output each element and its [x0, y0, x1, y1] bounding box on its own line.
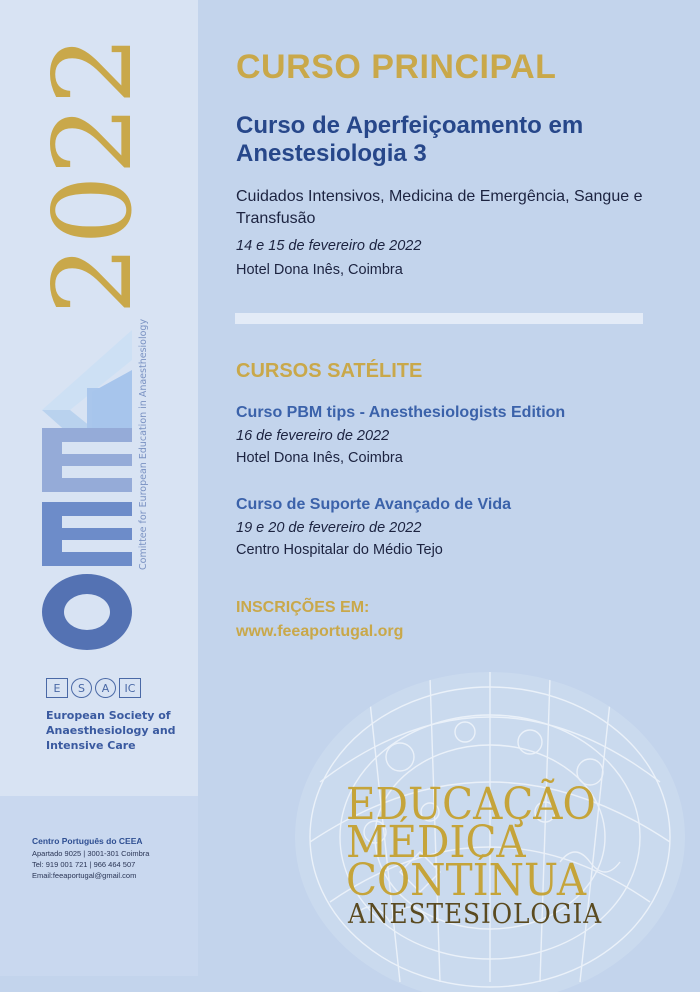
course-subtitle: Cuidados Intensivos, Medicina de Emergência, Sangue e Transfusão [236, 188, 643, 227]
registration-link[interactable]: www.feeaportugal.org [236, 623, 404, 640]
esac-logo [46, 678, 141, 698]
ceea-letter-e-1 [42, 428, 132, 492]
edu-logo [346, 779, 656, 930]
esac-letter-e: E [46, 678, 68, 698]
divider [235, 313, 643, 324]
esac-name: European Society of Anaesthesiology and Intensive Care [46, 709, 176, 752]
course-place: Hotel Dona Inês, Coimbra [236, 262, 403, 278]
registration-label: INSCRIÇÕES EM: [236, 599, 370, 616]
year-text: 2022 [31, 40, 156, 315]
edu-logo-line3: CONTÍNUA [346, 855, 587, 906]
year-vertical [30, 30, 156, 320]
edu-logo-line4: ANESTESIOLOGIA [348, 899, 603, 930]
comittee-text: Comittee for European Education in Anaesthesiology [138, 318, 149, 570]
registration-block [236, 596, 403, 644]
satellite-course-2 [236, 496, 656, 558]
contact-block [32, 836, 192, 881]
contact-phone: Tel: 919 001 721 | 966 464 507 [32, 860, 136, 869]
satellite-course-1 [236, 404, 656, 466]
satellite-course-date: 19 e 20 de fevereiro de 2022 [236, 520, 422, 536]
edu-logo-line1: EDUCAÇÃO [346, 779, 596, 830]
ceea-letter-e-2 [42, 502, 132, 566]
satellite-heading: CURSOS SATÉLITE [236, 360, 423, 382]
esac-letter-a: A [95, 678, 116, 698]
main-heading: CURSO PRINCIPAL [236, 48, 557, 86]
left-footer-panel [0, 796, 198, 976]
ceea-letter-c [42, 574, 132, 650]
satellite-course-place: Centro Hospitalar do Médio Tejo [236, 542, 443, 558]
satellite-course-name: Curso de Suporte Avançado de Vida [236, 496, 512, 513]
contact-address: Apartado 9025 | 3001-301 Coimbra [32, 849, 150, 858]
esac-letter-ic: IC [119, 678, 141, 698]
contact-email[interactable]: Email:feeaportugal@gmail.com [32, 871, 137, 880]
esac-letter-s: S [71, 678, 92, 698]
satellite-course-name: Curso PBM tips - Anesthesiologists Edition [236, 404, 566, 421]
satellite-course-date: 16 de fevereiro de 2022 [236, 428, 390, 444]
satellite-course-place: Hotel Dona Inês, Coimbra [236, 450, 403, 466]
course-date: 14 e 15 de fevereiro de 2022 [236, 238, 422, 254]
edu-logo-line2: MÉDICA [346, 817, 526, 868]
ceea-logo [32, 330, 142, 650]
contact-title: Centro Português do CEEA [32, 836, 143, 846]
course-title: Curso de Aperfeiçoamento em Anestesiologia 3 [236, 112, 584, 167]
